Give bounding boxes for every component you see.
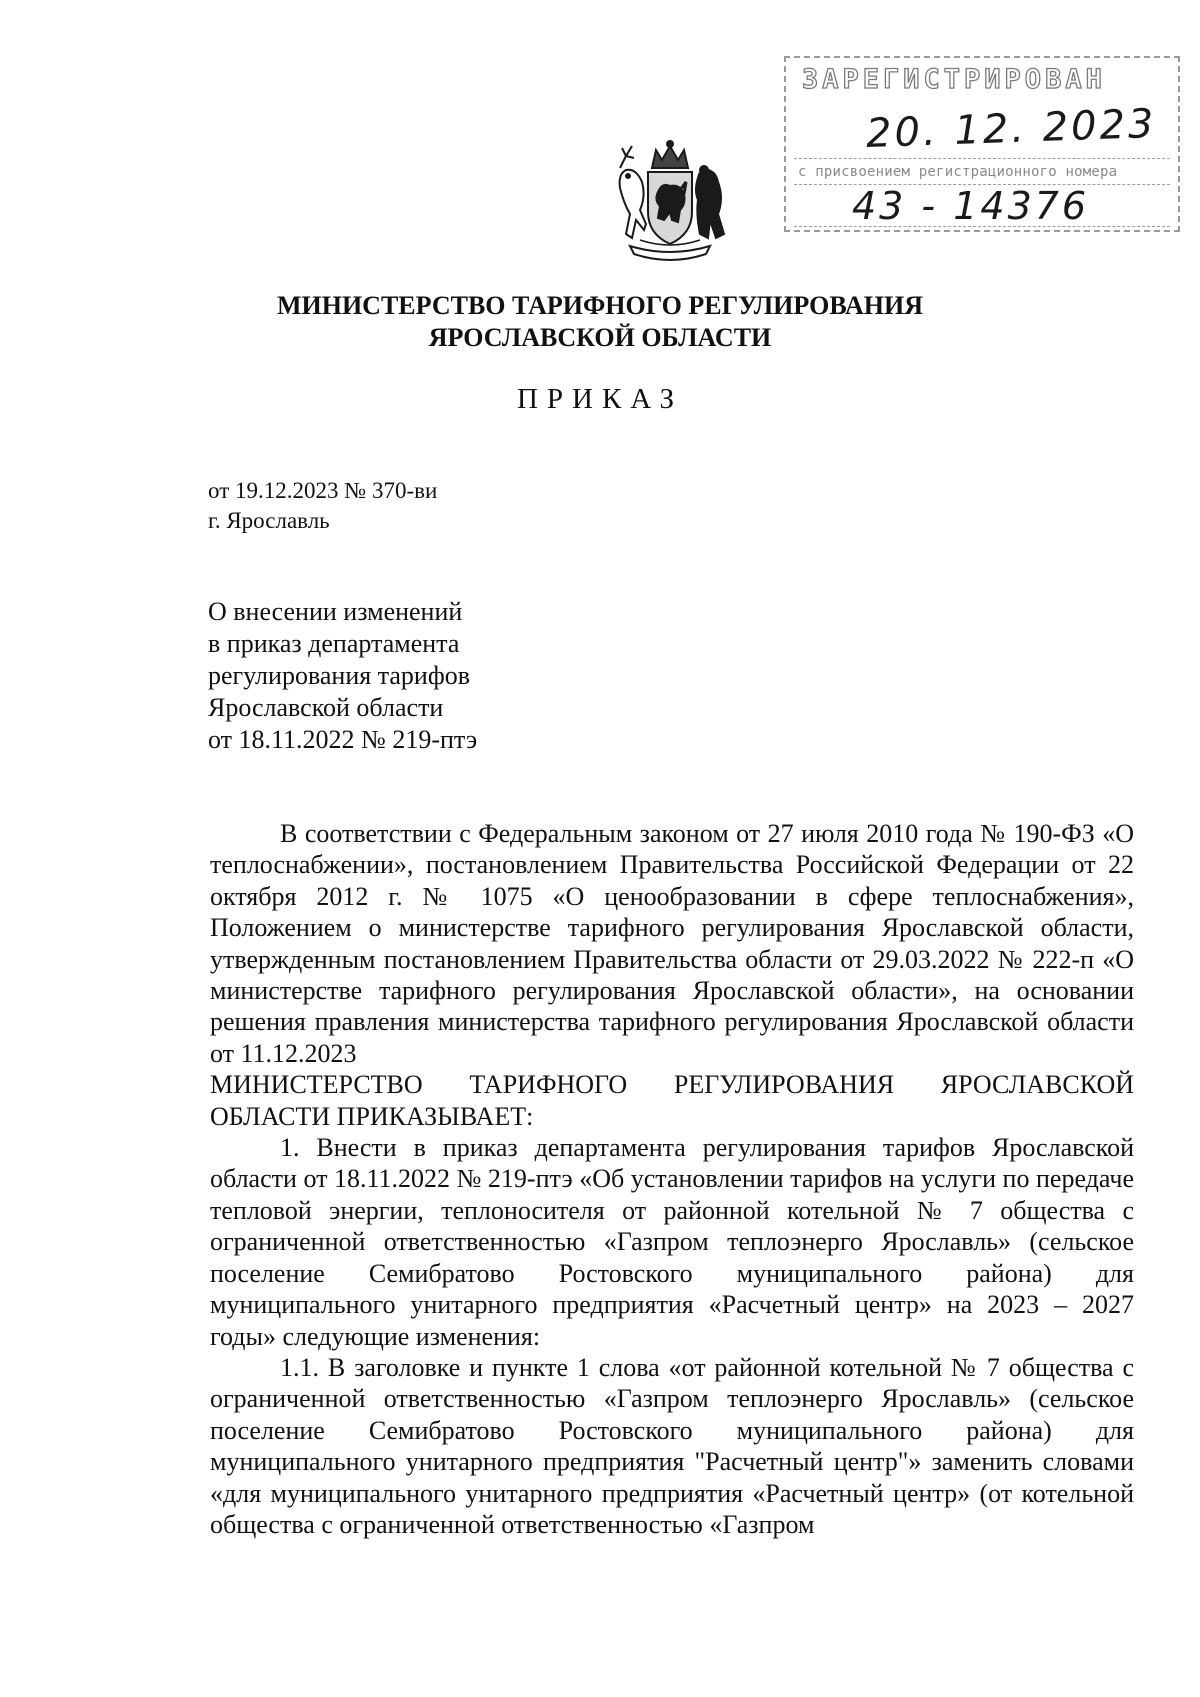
order-meta (208, 476, 437, 536)
order-city: г. Ярославль (208, 508, 330, 533)
subject-line: в приказ департамента (208, 629, 460, 658)
stamp-divider (794, 226, 1170, 227)
ministry-title (0, 290, 1200, 354)
stamp-date: 20. 12. 2023 (865, 100, 1158, 158)
order-subject (208, 596, 628, 756)
preamble-paragraph: В соответствии с Федеральным законом от 27 июля 2010 года № 190-ФЗ «О теплоснабжении», постановлением Правительства Российской Федерации от 22 октября 2012 г. № 1075 «О ценообразовании в сфере теплоснабжения», Положением о министерстве тарифного регулирования Ярославской области, утвержденным постановлением Правительства области от 29.03.2022 № 222-п «О министерстве тарифного регулирования Ярославской области», на основании решения правления министерства тарифного регулирования Ярославской области от 11.12.2023 (210, 819, 1134, 1068)
order-date-number: от 19.12.2023 № 370-ви (208, 478, 438, 503)
stamp-divider (794, 158, 1170, 159)
stamp-note: с присвоением регистрационного номера (798, 164, 1118, 180)
ministry-title-line2: ЯРОСЛАВСКОЙ ОБЛАСТИ (428, 323, 772, 352)
document-type-heading: ПРИКАЗ (516, 383, 684, 415)
stamp-registration-number: 43 - 14376 (852, 184, 1090, 228)
subject-line: от 18.11.2022 № 219-птэ (208, 725, 478, 754)
order-phrase: МИНИСТЕРСТВО ТАРИФНОГО РЕГУЛИРОВАНИЯ ЯРОСЛАВСКОЙ ОБЛАСТИ ПРИКАЗЫВАЕТ: (210, 1070, 1134, 1131)
stamp-title: ЗАРЕГИСТРИРОВАН (802, 64, 1106, 95)
subject-line: регулирования тарифов (208, 661, 470, 690)
order-body (210, 818, 1134, 1540)
coat-of-arms-icon (600, 134, 740, 264)
item-1-1-paragraph: 1.1. В заголовке и пункте 1 слова «от районной котельной № 7 общества с ограниченной ответственностью «Газпром теплоэнерго Ярославль» (сельское поселение Семибратово Ростовского муниципального района) для муниципального унитарного предприятия "Расчетный центр"» заменить словами «для муниципального унитарного предприятия «Расчетный центр» (от котельной общества с ограниченной ответственностью «Газпром (210, 1352, 1134, 1539)
item-1-paragraph: 1. Внести в приказ департамента регулирования тарифов Ярославской области от 18.11.2022 № 219-птэ «Об установлении тарифов на услуги по передаче тепловой энергии, теплоносителя от районной котельной № 7 общества с ограниченной ответственностью «Газпром теплоэнерго Ярославль» (сельское поселение Семибратово Ростовского муниципального района) для муниципального унитарного предприятия «Расчетный центр» на 2023 – 2027 годы» следующие изменения: (210, 1133, 1134, 1351)
ministry-title-line1: МИНИСТЕРСТВО ТАРИФНОГО РЕГУЛИРОВАНИЯ (276, 291, 924, 320)
subject-line: О внесении изменений (208, 597, 463, 626)
registration-stamp (784, 56, 1180, 232)
subject-line: Ярославской области (208, 693, 444, 722)
